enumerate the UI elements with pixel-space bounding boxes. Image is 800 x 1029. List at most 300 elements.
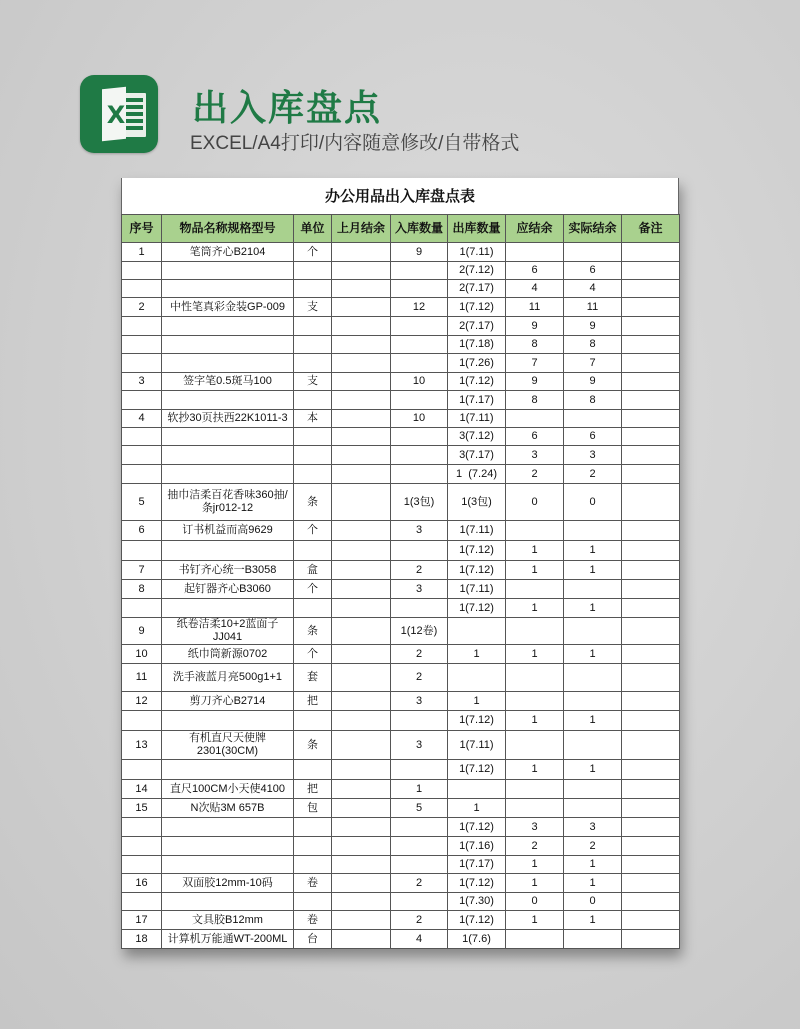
- due-balance-cell[interactable]: 11: [506, 298, 564, 317]
- due-balance-cell[interactable]: [506, 780, 564, 799]
- actual-balance-cell[interactable]: 6: [564, 262, 622, 280]
- last-balance-cell[interactable]: [332, 618, 391, 645]
- due-balance-cell[interactable]: [506, 580, 564, 599]
- index-cell[interactable]: 6: [122, 521, 162, 541]
- due-balance-cell[interactable]: 1: [506, 711, 564, 731]
- actual-balance-cell[interactable]: [564, 664, 622, 692]
- notes-cell[interactable]: [622, 818, 680, 837]
- notes-cell[interactable]: [622, 391, 680, 410]
- unit-cell[interactable]: 卷: [294, 911, 332, 930]
- last-balance-cell[interactable]: [332, 298, 391, 317]
- last-balance-cell[interactable]: [332, 391, 391, 410]
- due-balance-cell[interactable]: 1: [506, 874, 564, 893]
- index-cell[interactable]: [122, 856, 162, 874]
- due-balance-cell[interactable]: 1: [506, 911, 564, 930]
- unit-cell[interactable]: [294, 541, 332, 561]
- col-last-balance-header[interactable]: 上月结余: [332, 215, 391, 243]
- due-balance-cell[interactable]: 9: [506, 373, 564, 391]
- actual-balance-cell[interactable]: 7: [564, 354, 622, 373]
- actual-balance-cell[interactable]: 1: [564, 911, 622, 930]
- due-balance-cell[interactable]: [506, 731, 564, 760]
- due-balance-cell[interactable]: [506, 664, 564, 692]
- in-qty-cell[interactable]: [391, 336, 448, 354]
- actual-balance-cell[interactable]: [564, 930, 622, 949]
- item-name-cell[interactable]: [162, 818, 294, 837]
- item-name-cell[interactable]: 中性笔真彩金装GP-009: [162, 298, 294, 317]
- due-balance-cell[interactable]: [506, 799, 564, 818]
- in-qty-cell[interactable]: 10: [391, 373, 448, 391]
- actual-balance-cell[interactable]: 1: [564, 599, 622, 618]
- out-qty-cell[interactable]: 1(7.11): [448, 580, 506, 599]
- actual-balance-cell[interactable]: [564, 799, 622, 818]
- unit-cell[interactable]: 支: [294, 373, 332, 391]
- out-qty-cell[interactable]: 1(7.12): [448, 911, 506, 930]
- actual-balance-cell[interactable]: 2: [564, 837, 622, 856]
- in-qty-cell[interactable]: 9: [391, 243, 448, 262]
- col-out-qty-header[interactable]: 出库数量: [448, 215, 506, 243]
- due-balance-cell[interactable]: 1: [506, 856, 564, 874]
- last-balance-cell[interactable]: [332, 561, 391, 580]
- col-actual-balance-header[interactable]: 实际结余: [564, 215, 622, 243]
- in-qty-cell[interactable]: [391, 280, 448, 298]
- col-due-balance-header[interactable]: 应结余: [506, 215, 564, 243]
- last-balance-cell[interactable]: [332, 465, 391, 484]
- last-balance-cell[interactable]: [332, 446, 391, 465]
- due-balance-cell[interactable]: 4: [506, 280, 564, 298]
- item-name-cell[interactable]: 抽巾洁柔百花香味360抽/条jr012-12: [162, 484, 294, 521]
- last-balance-cell[interactable]: [332, 911, 391, 930]
- last-balance-cell[interactable]: [332, 856, 391, 874]
- due-balance-cell[interactable]: 9: [506, 317, 564, 336]
- item-name-cell[interactable]: [162, 354, 294, 373]
- notes-cell[interactable]: [622, 780, 680, 799]
- in-qty-cell[interactable]: [391, 262, 448, 280]
- in-qty-cell[interactable]: [391, 391, 448, 410]
- out-qty-cell[interactable]: 1(7.12): [448, 760, 506, 780]
- notes-cell[interactable]: [622, 428, 680, 446]
- notes-cell[interactable]: [622, 692, 680, 711]
- in-qty-cell[interactable]: [391, 711, 448, 731]
- unit-cell[interactable]: 个: [294, 243, 332, 262]
- index-cell[interactable]: 17: [122, 911, 162, 930]
- index-cell[interactable]: [122, 541, 162, 561]
- last-balance-cell[interactable]: [332, 243, 391, 262]
- notes-cell[interactable]: [622, 711, 680, 731]
- in-qty-cell[interactable]: [391, 893, 448, 911]
- col-item-name-header[interactable]: 物品名称规格型号: [162, 215, 294, 243]
- index-cell[interactable]: 4: [122, 410, 162, 428]
- item-name-cell[interactable]: 有机直尺天使牌2301(30CM): [162, 731, 294, 760]
- index-cell[interactable]: 13: [122, 731, 162, 760]
- actual-balance-cell[interactable]: 3: [564, 446, 622, 465]
- notes-cell[interactable]: [622, 298, 680, 317]
- out-qty-cell[interactable]: 1(7.18): [448, 336, 506, 354]
- out-qty-cell[interactable]: 1(7.17): [448, 391, 506, 410]
- actual-balance-cell[interactable]: 1: [564, 856, 622, 874]
- index-cell[interactable]: 1: [122, 243, 162, 262]
- index-cell[interactable]: 18: [122, 930, 162, 949]
- out-qty-cell[interactable]: 1(7.12): [448, 874, 506, 893]
- actual-balance-cell[interactable]: 0: [564, 893, 622, 911]
- unit-cell[interactable]: 包: [294, 799, 332, 818]
- out-qty-cell[interactable]: 1: [448, 692, 506, 711]
- index-cell[interactable]: 15: [122, 799, 162, 818]
- unit-cell[interactable]: [294, 711, 332, 731]
- item-name-cell[interactable]: 订书机益而高9629: [162, 521, 294, 541]
- actual-balance-cell[interactable]: [564, 580, 622, 599]
- unit-cell[interactable]: [294, 856, 332, 874]
- in-qty-cell[interactable]: 2: [391, 664, 448, 692]
- item-name-cell[interactable]: [162, 391, 294, 410]
- actual-balance-cell[interactable]: 8: [564, 391, 622, 410]
- index-cell[interactable]: [122, 262, 162, 280]
- notes-cell[interactable]: [622, 243, 680, 262]
- last-balance-cell[interactable]: [332, 692, 391, 711]
- unit-cell[interactable]: 个: [294, 580, 332, 599]
- due-balance-cell[interactable]: 8: [506, 336, 564, 354]
- actual-balance-cell[interactable]: 1: [564, 645, 622, 664]
- unit-cell[interactable]: 支: [294, 298, 332, 317]
- index-cell[interactable]: 10: [122, 645, 162, 664]
- index-cell[interactable]: [122, 336, 162, 354]
- due-balance-cell[interactable]: 0: [506, 484, 564, 521]
- index-cell[interactable]: 11: [122, 664, 162, 692]
- due-balance-cell[interactable]: 6: [506, 428, 564, 446]
- item-name-cell[interactable]: [162, 262, 294, 280]
- notes-cell[interactable]: [622, 580, 680, 599]
- out-qty-cell[interactable]: 2(7.12): [448, 262, 506, 280]
- out-qty-cell[interactable]: 2(7.17): [448, 280, 506, 298]
- item-name-cell[interactable]: 双面胶12mm-10码: [162, 874, 294, 893]
- last-balance-cell[interactable]: [332, 580, 391, 599]
- out-qty-cell[interactable]: 1: [448, 799, 506, 818]
- item-name-cell[interactable]: 纸卷洁柔10+2蓝面子JJ041: [162, 618, 294, 645]
- out-qty-cell[interactable]: 3(7.12): [448, 428, 506, 446]
- out-qty-cell[interactable]: [448, 780, 506, 799]
- last-balance-cell[interactable]: [332, 484, 391, 521]
- in-qty-cell[interactable]: [391, 818, 448, 837]
- index-cell[interactable]: 3: [122, 373, 162, 391]
- notes-cell[interactable]: [622, 561, 680, 580]
- last-balance-cell[interactable]: [332, 874, 391, 893]
- unit-cell[interactable]: 盒: [294, 561, 332, 580]
- out-qty-cell[interactable]: 1(7.12): [448, 599, 506, 618]
- index-cell[interactable]: [122, 465, 162, 484]
- out-qty-cell[interactable]: 1(7.12): [448, 818, 506, 837]
- out-qty-cell[interactable]: 1(7.30): [448, 893, 506, 911]
- last-balance-cell[interactable]: [332, 336, 391, 354]
- notes-cell[interactable]: [622, 893, 680, 911]
- due-balance-cell[interactable]: 6: [506, 262, 564, 280]
- item-name-cell[interactable]: [162, 446, 294, 465]
- item-name-cell[interactable]: [162, 856, 294, 874]
- in-qty-cell[interactable]: 3: [391, 580, 448, 599]
- in-qty-cell[interactable]: [391, 446, 448, 465]
- due-balance-cell[interactable]: 7: [506, 354, 564, 373]
- item-name-cell[interactable]: [162, 760, 294, 780]
- notes-cell[interactable]: [622, 446, 680, 465]
- last-balance-cell[interactable]: [332, 930, 391, 949]
- item-name-cell[interactable]: 纸巾筒新源0702: [162, 645, 294, 664]
- out-qty-cell[interactable]: 1(7.26): [448, 354, 506, 373]
- in-qty-cell[interactable]: 2: [391, 561, 448, 580]
- notes-cell[interactable]: [622, 837, 680, 856]
- unit-cell[interactable]: 个: [294, 645, 332, 664]
- unit-cell[interactable]: 个: [294, 521, 332, 541]
- actual-balance-cell[interactable]: 4: [564, 280, 622, 298]
- notes-cell[interactable]: [622, 465, 680, 484]
- notes-cell[interactable]: [622, 410, 680, 428]
- col-in-qty-header[interactable]: 入库数量: [391, 215, 448, 243]
- actual-balance-cell[interactable]: 1: [564, 760, 622, 780]
- index-cell[interactable]: [122, 354, 162, 373]
- out-qty-cell[interactable]: 1(7.11): [448, 521, 506, 541]
- last-balance-cell[interactable]: [332, 780, 391, 799]
- last-balance-cell[interactable]: [332, 799, 391, 818]
- notes-cell[interactable]: [622, 521, 680, 541]
- index-cell[interactable]: [122, 391, 162, 410]
- due-balance-cell[interactable]: 1: [506, 561, 564, 580]
- in-qty-cell[interactable]: [391, 599, 448, 618]
- unit-cell[interactable]: [294, 837, 332, 856]
- last-balance-cell[interactable]: [332, 760, 391, 780]
- last-balance-cell[interactable]: [332, 410, 391, 428]
- in-qty-cell[interactable]: [391, 317, 448, 336]
- out-qty-cell[interactable]: 2(7.17): [448, 317, 506, 336]
- index-cell[interactable]: [122, 818, 162, 837]
- item-name-cell[interactable]: [162, 541, 294, 561]
- in-qty-cell[interactable]: 2: [391, 645, 448, 664]
- last-balance-cell[interactable]: [332, 664, 391, 692]
- actual-balance-cell[interactable]: [564, 618, 622, 645]
- out-qty-cell[interactable]: 1(7.6): [448, 930, 506, 949]
- unit-cell[interactable]: 套: [294, 664, 332, 692]
- out-qty-cell[interactable]: 1(7.16): [448, 837, 506, 856]
- actual-balance-cell[interactable]: 9: [564, 317, 622, 336]
- item-name-cell[interactable]: 洗手液蓝月亮500g1+1: [162, 664, 294, 692]
- unit-cell[interactable]: [294, 317, 332, 336]
- unit-cell[interactable]: [294, 818, 332, 837]
- out-qty-cell[interactable]: 1 (7.24): [448, 465, 506, 484]
- notes-cell[interactable]: [622, 664, 680, 692]
- unit-cell[interactable]: [294, 465, 332, 484]
- out-qty-cell[interactable]: [448, 618, 506, 645]
- item-name-cell[interactable]: 剪刀齐心B2714: [162, 692, 294, 711]
- unit-cell[interactable]: [294, 446, 332, 465]
- in-qty-cell[interactable]: [391, 837, 448, 856]
- actual-balance-cell[interactable]: [564, 731, 622, 760]
- item-name-cell[interactable]: 书钉齐心统一B3058: [162, 561, 294, 580]
- notes-cell[interactable]: [622, 262, 680, 280]
- actual-balance-cell[interactable]: [564, 780, 622, 799]
- in-qty-cell[interactable]: 2: [391, 874, 448, 893]
- col-unit-header[interactable]: 单位: [294, 215, 332, 243]
- unit-cell[interactable]: [294, 262, 332, 280]
- item-name-cell[interactable]: 签字笔0.5斑马100: [162, 373, 294, 391]
- in-qty-cell[interactable]: 3: [391, 521, 448, 541]
- out-qty-cell[interactable]: 1(7.12): [448, 298, 506, 317]
- in-qty-cell[interactable]: 1: [391, 780, 448, 799]
- in-qty-cell[interactable]: 3: [391, 692, 448, 711]
- item-name-cell[interactable]: 计算机万能通WT-200ML: [162, 930, 294, 949]
- index-cell[interactable]: [122, 711, 162, 731]
- unit-cell[interactable]: 把: [294, 692, 332, 711]
- item-name-cell[interactable]: [162, 336, 294, 354]
- notes-cell[interactable]: [622, 541, 680, 561]
- out-qty-cell[interactable]: 1(7.11): [448, 410, 506, 428]
- notes-cell[interactable]: [622, 731, 680, 760]
- out-qty-cell[interactable]: 1(3包): [448, 484, 506, 521]
- last-balance-cell[interactable]: [332, 280, 391, 298]
- actual-balance-cell[interactable]: [564, 692, 622, 711]
- last-balance-cell[interactable]: [332, 731, 391, 760]
- notes-cell[interactable]: [622, 373, 680, 391]
- notes-cell[interactable]: [622, 911, 680, 930]
- due-balance-cell[interactable]: 1: [506, 599, 564, 618]
- in-qty-cell[interactable]: 3: [391, 731, 448, 760]
- index-cell[interactable]: [122, 446, 162, 465]
- item-name-cell[interactable]: 软抄30页扶西22K1011-3: [162, 410, 294, 428]
- index-cell[interactable]: [122, 317, 162, 336]
- last-balance-cell[interactable]: [332, 893, 391, 911]
- item-name-cell[interactable]: [162, 711, 294, 731]
- in-qty-cell[interactable]: 1(3包): [391, 484, 448, 521]
- due-balance-cell[interactable]: [506, 521, 564, 541]
- due-balance-cell[interactable]: 1: [506, 645, 564, 664]
- unit-cell[interactable]: 把: [294, 780, 332, 799]
- in-qty-cell[interactable]: 1(12卷): [391, 618, 448, 645]
- index-cell[interactable]: [122, 893, 162, 911]
- due-balance-cell[interactable]: [506, 930, 564, 949]
- out-qty-cell[interactable]: 1: [448, 645, 506, 664]
- notes-cell[interactable]: [622, 599, 680, 618]
- in-qty-cell[interactable]: 12: [391, 298, 448, 317]
- unit-cell[interactable]: [294, 599, 332, 618]
- due-balance-cell[interactable]: [506, 692, 564, 711]
- actual-balance-cell[interactable]: 1: [564, 541, 622, 561]
- out-qty-cell[interactable]: 1(7.17): [448, 856, 506, 874]
- actual-balance-cell[interactable]: [564, 410, 622, 428]
- due-balance-cell[interactable]: [506, 410, 564, 428]
- index-cell[interactable]: [122, 428, 162, 446]
- last-balance-cell[interactable]: [332, 711, 391, 731]
- col-notes-header[interactable]: 备注: [622, 215, 680, 243]
- notes-cell[interactable]: [622, 930, 680, 949]
- due-balance-cell[interactable]: 3: [506, 446, 564, 465]
- last-balance-cell[interactable]: [332, 818, 391, 837]
- out-qty-cell[interactable]: 1(7.11): [448, 243, 506, 262]
- actual-balance-cell[interactable]: 6: [564, 428, 622, 446]
- actual-balance-cell[interactable]: 1: [564, 711, 622, 731]
- index-cell[interactable]: [122, 837, 162, 856]
- notes-cell[interactable]: [622, 354, 680, 373]
- out-qty-cell[interactable]: 3(7.17): [448, 446, 506, 465]
- index-cell[interactable]: 5: [122, 484, 162, 521]
- item-name-cell[interactable]: [162, 280, 294, 298]
- last-balance-cell[interactable]: [332, 541, 391, 561]
- item-name-cell[interactable]: 文具胶B12mm: [162, 911, 294, 930]
- unit-cell[interactable]: [294, 280, 332, 298]
- actual-balance-cell[interactable]: 1: [564, 874, 622, 893]
- notes-cell[interactable]: [622, 317, 680, 336]
- notes-cell[interactable]: [622, 484, 680, 521]
- item-name-cell[interactable]: [162, 465, 294, 484]
- actual-balance-cell[interactable]: 8: [564, 336, 622, 354]
- unit-cell[interactable]: 台: [294, 930, 332, 949]
- in-qty-cell[interactable]: 4: [391, 930, 448, 949]
- unit-cell[interactable]: [294, 336, 332, 354]
- last-balance-cell[interactable]: [332, 521, 391, 541]
- last-balance-cell[interactable]: [332, 262, 391, 280]
- in-qty-cell[interactable]: [391, 541, 448, 561]
- out-qty-cell[interactable]: 1(7.12): [448, 541, 506, 561]
- last-balance-cell[interactable]: [332, 599, 391, 618]
- actual-balance-cell[interactable]: 3: [564, 818, 622, 837]
- actual-balance-cell[interactable]: 9: [564, 373, 622, 391]
- index-cell[interactable]: 2: [122, 298, 162, 317]
- in-qty-cell[interactable]: [391, 760, 448, 780]
- unit-cell[interactable]: 条: [294, 484, 332, 521]
- in-qty-cell[interactable]: [391, 465, 448, 484]
- due-balance-cell[interactable]: 2: [506, 837, 564, 856]
- unit-cell[interactable]: [294, 428, 332, 446]
- in-qty-cell[interactable]: [391, 354, 448, 373]
- actual-balance-cell[interactable]: 1: [564, 561, 622, 580]
- due-balance-cell[interactable]: 0: [506, 893, 564, 911]
- due-balance-cell[interactable]: 2: [506, 465, 564, 484]
- due-balance-cell[interactable]: 1: [506, 541, 564, 561]
- unit-cell[interactable]: [294, 760, 332, 780]
- notes-cell[interactable]: [622, 618, 680, 645]
- unit-cell[interactable]: [294, 391, 332, 410]
- actual-balance-cell[interactable]: [564, 521, 622, 541]
- due-balance-cell[interactable]: [506, 618, 564, 645]
- unit-cell[interactable]: [294, 893, 332, 911]
- index-cell[interactable]: 9: [122, 618, 162, 645]
- item-name-cell[interactable]: [162, 599, 294, 618]
- unit-cell[interactable]: [294, 354, 332, 373]
- index-cell[interactable]: 12: [122, 692, 162, 711]
- item-name-cell[interactable]: [162, 837, 294, 856]
- item-name-cell[interactable]: 直尺100CM小天使4100: [162, 780, 294, 799]
- last-balance-cell[interactable]: [332, 428, 391, 446]
- actual-balance-cell[interactable]: 11: [564, 298, 622, 317]
- notes-cell[interactable]: [622, 856, 680, 874]
- in-qty-cell[interactable]: [391, 428, 448, 446]
- out-qty-cell[interactable]: 1(7.12): [448, 711, 506, 731]
- index-cell[interactable]: [122, 599, 162, 618]
- out-qty-cell[interactable]: 1(7.12): [448, 561, 506, 580]
- notes-cell[interactable]: [622, 760, 680, 780]
- out-qty-cell[interactable]: 1(7.12): [448, 373, 506, 391]
- index-cell[interactable]: [122, 280, 162, 298]
- out-qty-cell[interactable]: 1(7.11): [448, 731, 506, 760]
- item-name-cell[interactable]: [162, 428, 294, 446]
- out-qty-cell[interactable]: [448, 664, 506, 692]
- unit-cell[interactable]: 条: [294, 618, 332, 645]
- actual-balance-cell[interactable]: 0: [564, 484, 622, 521]
- actual-balance-cell[interactable]: [564, 243, 622, 262]
- due-balance-cell[interactable]: 1: [506, 760, 564, 780]
- unit-cell[interactable]: 条: [294, 731, 332, 760]
- notes-cell[interactable]: [622, 280, 680, 298]
- last-balance-cell[interactable]: [332, 837, 391, 856]
- in-qty-cell[interactable]: 5: [391, 799, 448, 818]
- last-balance-cell[interactable]: [332, 317, 391, 336]
- due-balance-cell[interactable]: [506, 243, 564, 262]
- last-balance-cell[interactable]: [332, 373, 391, 391]
- notes-cell[interactable]: [622, 645, 680, 664]
